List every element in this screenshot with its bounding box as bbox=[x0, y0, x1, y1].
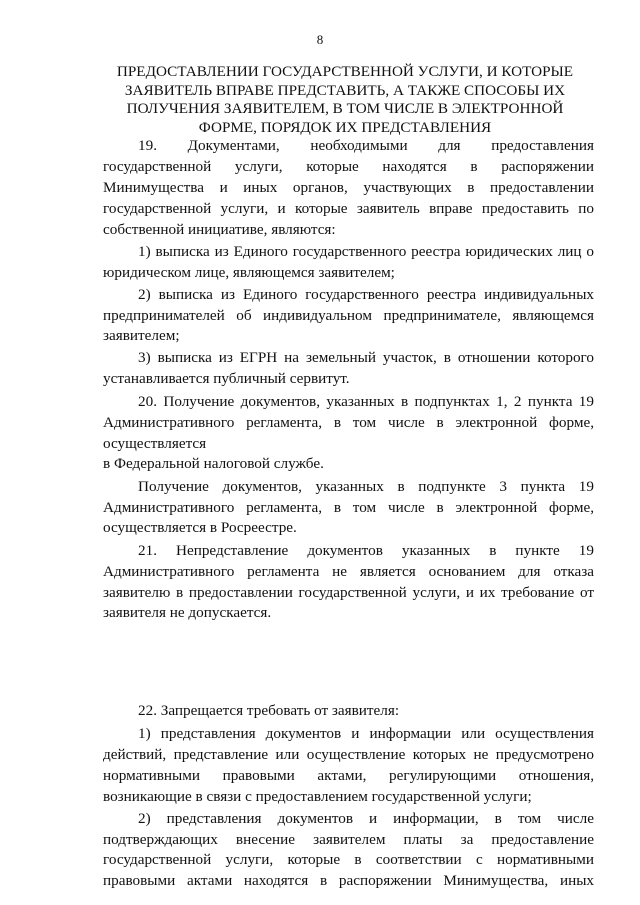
paragraph-19-line: Минимущества и иных органов, участвующих в предоставлении bbox=[103, 179, 594, 196]
paragraph-20-line: в Федеральной налоговой службе. bbox=[103, 455, 324, 472]
list-item-1-line: возникающие в связи с предоставлением государственной услуги; bbox=[103, 788, 532, 805]
list-item-3-line: устанавливается публичный сервитут. bbox=[103, 370, 350, 387]
heading-line: ПРЕДОСТАВЛЕНИИ ГОСУДАРСТВЕННОЙ УСЛУГИ, И КОТОРЫЕ bbox=[116, 63, 574, 80]
section-heading-continuation bbox=[100, 63, 590, 137]
list-item-2-line: предпринимателей об индивидуальном предпринимателе, являющемся bbox=[103, 307, 594, 324]
paragraph-20b-line: Административного регламента, в том числе в электронной форме, bbox=[103, 499, 594, 516]
paragraph-20b-line: осуществляется в Росреестре. bbox=[103, 519, 297, 536]
heading-line: ПОЛУЧЕНИЯ ЗАЯВИТЕЛЕМ, В ТОМ ЧИСЛЕ В ЭЛЕКТРОННОЙ bbox=[126, 100, 564, 117]
list-item-2-line: заявителем; bbox=[103, 327, 180, 344]
list-item-2-line: государственной услуги, которые в соответствии с нормативными bbox=[103, 851, 594, 868]
paragraph-19-line: 19. Документами, необходимыми для предоставления bbox=[138, 137, 594, 154]
list-item-1-line: 1) представления документов и информации или осуществления bbox=[138, 725, 594, 742]
paragraph-21-line: 21. Непредставление документов указанных в пункте 19 bbox=[138, 542, 594, 559]
list-item-2-line: 2) представления документов и информации, в том числе bbox=[138, 810, 594, 827]
paragraph-19-line: государственной услуги, и которые заявитель вправе предоставить по bbox=[103, 200, 594, 217]
heading-line: ФОРМЕ, ПОРЯДОК ИХ ПРЕДСТАВЛЕНИЯ bbox=[198, 118, 492, 136]
paragraph-21-line: заявителю в предоставлении государственной услуги, и их требование от bbox=[103, 584, 594, 601]
list-item-1-line: нормативными правовыми актами, регулирующими отношения, bbox=[103, 767, 594, 784]
heading-line: ЗАЯВИТЕЛЬ ВПРАВЕ ПРЕДСТАВИТЬ, А ТАКЖЕ СПОСОБЫ ИХ bbox=[124, 81, 566, 99]
paragraph-21-line: заявителя не допускается. bbox=[103, 604, 272, 621]
paragraph-21-line: Административного регламента не является основанием для отказа bbox=[103, 563, 594, 580]
paragraph-20-line: 20. Получение документов, указанных в подпунктах 1, 2 пункта 19 bbox=[138, 393, 594, 410]
paragraph-22-line: 22. Запрещается требовать от заявителя: bbox=[138, 702, 400, 719]
list-item-2-line: подтверждающих внесение заявителем платы за предоставление bbox=[103, 831, 594, 848]
list-item-2-line: правовыми актами находятся в распоряжении Минимущества, иных bbox=[103, 872, 594, 889]
paragraph-20-line: Административного регламента, в том числе в электронной форме, bbox=[103, 414, 594, 431]
list-item-1-line: 1) выписка из Единого государственного реестра юридических лиц о bbox=[138, 243, 594, 260]
list-item-1-line: действий, представление или осуществление которых не предусмотрено bbox=[103, 746, 594, 763]
page-number: 8 bbox=[316, 32, 324, 47]
paragraph-19-line: государственной услуги, которые находятся в распоряжении bbox=[103, 158, 594, 175]
paragraph-20-line: осуществляется bbox=[103, 435, 207, 452]
paragraph-19-line: собственной инициативе, являются: bbox=[103, 221, 336, 238]
list-item-1-line: юридическом лице, являющемся заявителем; bbox=[103, 264, 395, 281]
list-item-3-line: 3) выписка из ЕГРН на земельный участок, в отношении которого bbox=[138, 349, 594, 366]
list-item-2-line: 2) выписка из Единого государственного реестра индивидуальных bbox=[138, 286, 594, 303]
paragraph-20b-line: Получение документов, указанных в подпункте 3 пункта 19 bbox=[138, 478, 594, 495]
